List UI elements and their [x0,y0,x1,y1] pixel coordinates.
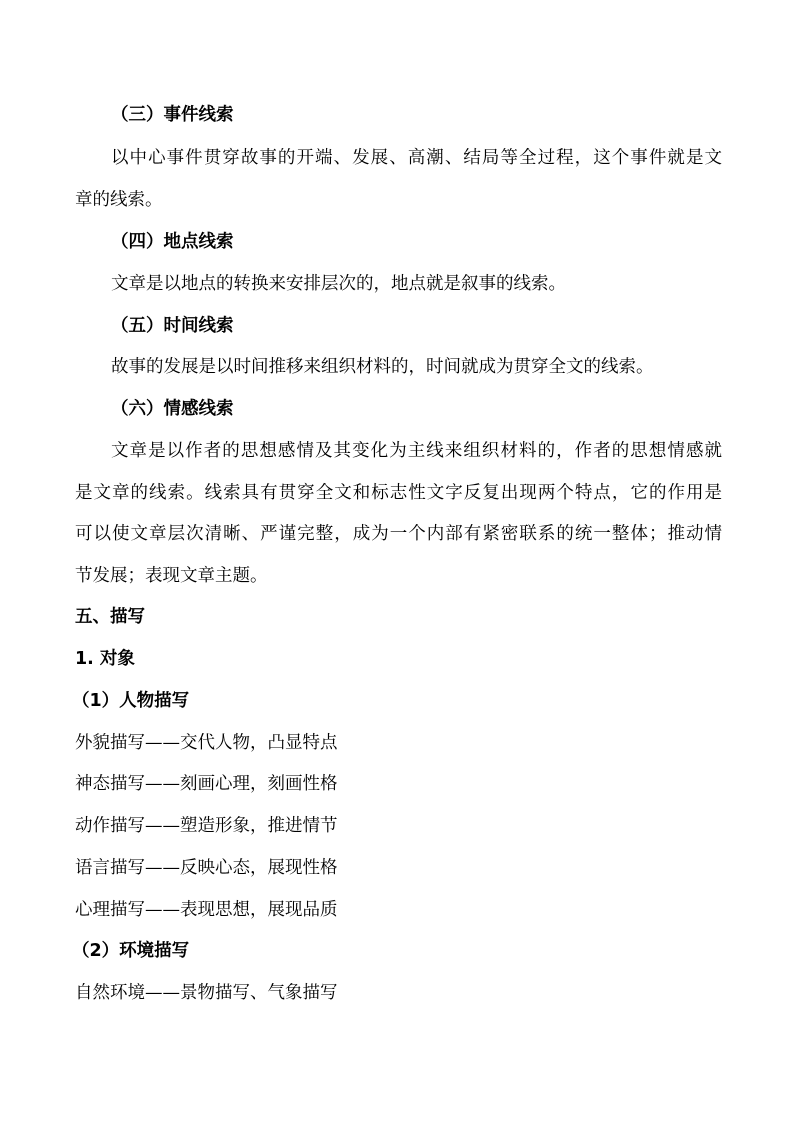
subheading-object: 1. 对象 [75,649,135,669]
list-item: 心理描写——表现思想，展现品质 [75,900,338,920]
list-item: 自然环境——景物描写、气象描写 [75,983,338,1003]
list-item: 动作描写——塑造形象，推进情节 [75,816,338,836]
paragraph-emotion-clue-line4: 节发展；表现文章主题。 [75,566,268,586]
heading-description: 五、描写 [75,607,145,627]
heading-event-clue: （三）事件线索 [111,105,234,125]
list-item: 外貌描写——交代人物，凸显特点 [75,733,338,753]
paragraph-emotion-clue-line3: 可以使文章层次清晰、严谨完整，成为一个内部有紧密联系的统一整体；推动情 [75,524,722,544]
heading-emotion-clue: （六）情感线索 [111,399,234,419]
heading-place-clue: （四）地点线索 [111,232,234,252]
heading-environment-description: （2）环境描写 [72,941,190,961]
heading-time-clue: （五）时间线索 [111,316,234,336]
paragraph-place-clue: 文章是以地点的转换来安排层次的，地点就是叙事的线索。 [111,274,566,294]
paragraph-event-clue-line2: 章的线索。 [75,190,163,210]
paragraph-emotion-clue-line2: 是文章的线索。线索具有贯穿全文和标志性文字反复出现两个特点，它的作用是 [75,483,722,503]
list-item: 神态描写——刻画心理，刻画性格 [75,774,338,794]
list-item: 语言描写——反映心态，展现性格 [75,858,338,878]
paragraph-emotion-clue-line1: 文章是以作者的思想感情及其变化为主线来组织材料的，作者的思想情感就 [111,441,722,461]
paragraph-event-clue-line1: 以中心事件贯穿故事的开端、发展、高潮、结局等全过程，这个事件就是文 [111,148,722,168]
heading-character-description: （1）人物描写 [72,691,190,711]
paragraph-time-clue: 故事的发展是以时间推移来组织材料的，时间就成为贯穿全文的线索。 [111,357,654,377]
